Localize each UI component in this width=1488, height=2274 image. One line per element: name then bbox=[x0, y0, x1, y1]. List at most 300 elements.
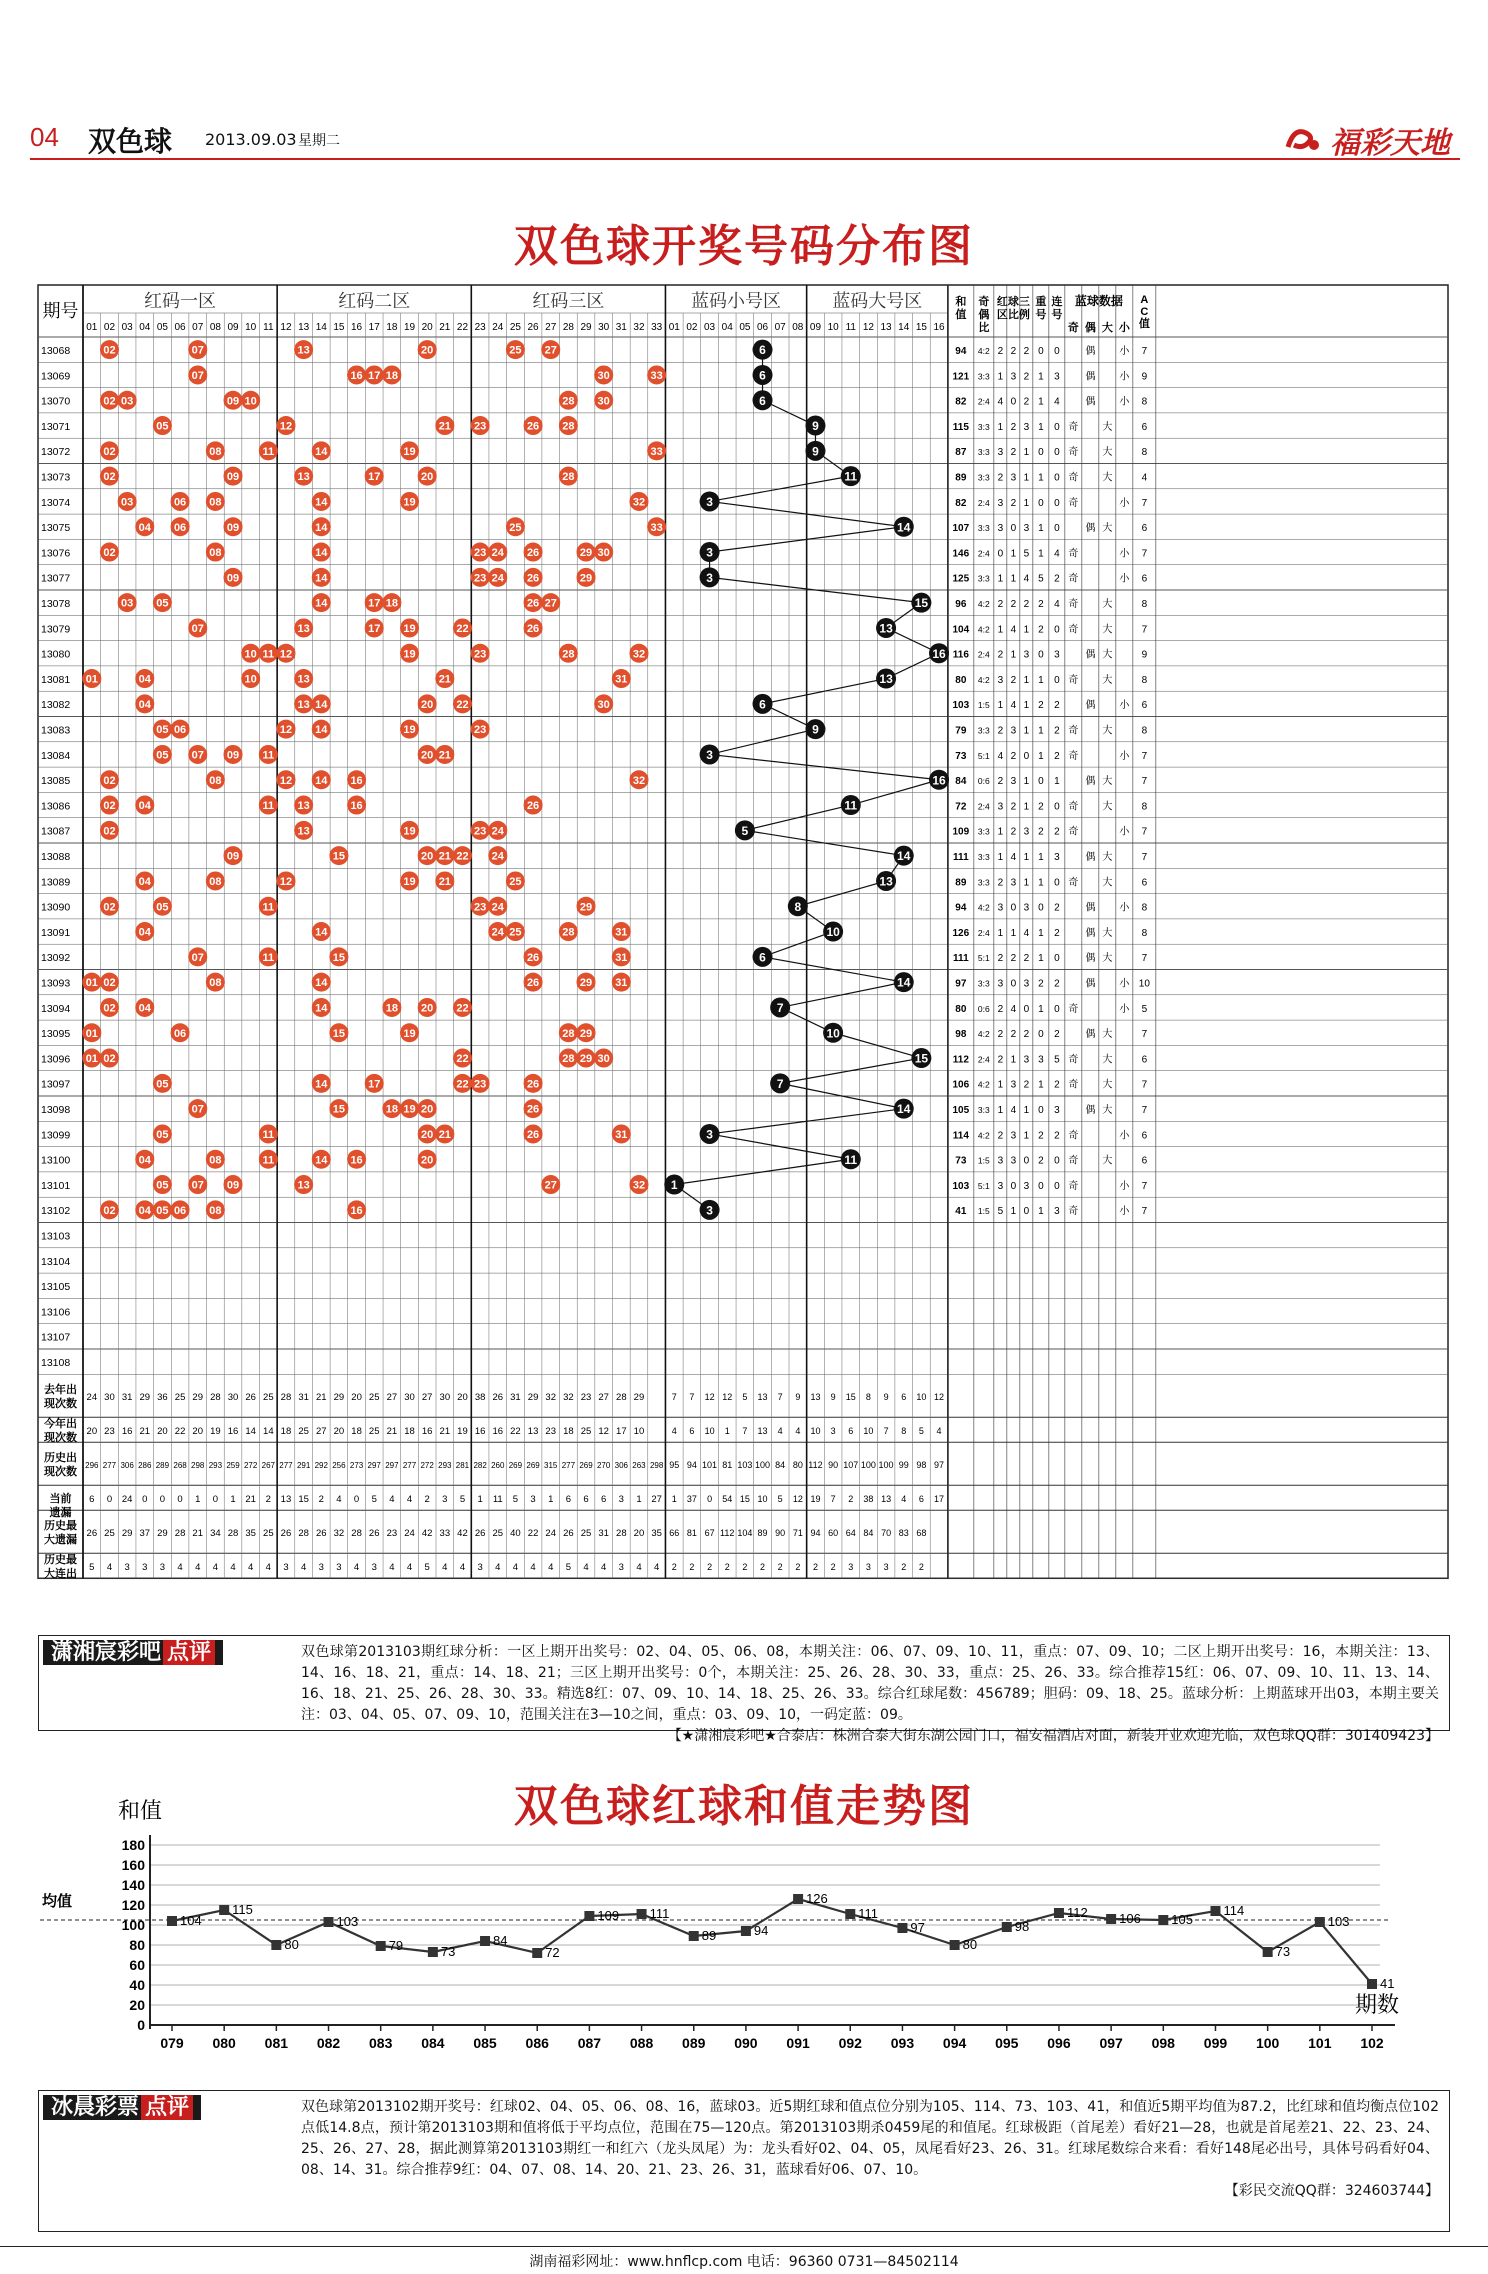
stat-sum: 112 bbox=[952, 1054, 969, 1066]
table-title: 双色球开奖号码分布图 bbox=[514, 221, 974, 272]
stat-small: 小 bbox=[1119, 573, 1130, 585]
red-ball-number: 02 bbox=[103, 825, 116, 838]
summary-red-value: 4 bbox=[459, 1561, 466, 1573]
summary-red-value: 277 bbox=[279, 1460, 293, 1470]
stat-zr1: 1 bbox=[1010, 1206, 1017, 1218]
stat-sum: 107 bbox=[952, 523, 970, 535]
stat-sum: 97 bbox=[955, 978, 967, 990]
summary-label: 历史最大遗漏 bbox=[44, 1519, 77, 1546]
data-label: 111 bbox=[649, 1906, 670, 1921]
stat-zr1: 0 bbox=[1010, 523, 1017, 535]
stat-big: 大 bbox=[1102, 523, 1113, 535]
x-tick-label: 095 bbox=[995, 2035, 1019, 2051]
stat-zr1: 3 bbox=[1010, 371, 1017, 383]
red-ball-number: 04 bbox=[138, 673, 151, 686]
stat-zr1: 1 bbox=[1010, 649, 1017, 661]
stat-zr1: 1 bbox=[1010, 927, 1017, 939]
blue-ball-number: 7 bbox=[776, 1076, 784, 1091]
red-ball-number: 26 bbox=[526, 597, 540, 610]
summary-blue-value: 7 bbox=[777, 1391, 783, 1402]
summary-red-value: 3 bbox=[336, 1561, 342, 1573]
summary-red-value: 2 bbox=[424, 1493, 430, 1505]
stat-ac: 7 bbox=[1141, 750, 1148, 762]
red-ball-number: 02 bbox=[103, 977, 116, 990]
red-ball-number: 08 bbox=[209, 496, 222, 509]
red-ball-number: 12 bbox=[279, 724, 293, 737]
stat-zr2: 5 bbox=[1023, 548, 1030, 560]
red-ball-number: 14 bbox=[315, 496, 328, 509]
summary-red-value: 28 bbox=[280, 1391, 292, 1403]
stat-odd: 奇 bbox=[1068, 1003, 1079, 1015]
red-ball-number: 07 bbox=[191, 369, 204, 382]
x-tick-label: 087 bbox=[577, 2035, 602, 2051]
summary-blue-value: 13 bbox=[810, 1391, 821, 1402]
stat-big: 大 bbox=[1102, 1079, 1113, 1091]
stat-oe: 3:3 bbox=[977, 852, 990, 862]
stat-zr0: 2 bbox=[997, 725, 1004, 737]
stat-zr1: 1 bbox=[1010, 573, 1017, 585]
stat-con: 3 bbox=[1054, 1206, 1060, 1218]
x-tick-label: 100 bbox=[1255, 2035, 1280, 2051]
stat-ac: 7 bbox=[1141, 953, 1148, 965]
summary-blue-value: 81 bbox=[722, 1459, 733, 1470]
data-point bbox=[1210, 1906, 1220, 1916]
stat-oe: 2:4 bbox=[977, 396, 990, 407]
red-ball-number: 12 bbox=[279, 420, 293, 433]
stat-odd: 奇 bbox=[1068, 1180, 1079, 1192]
summary-red-value: 4 bbox=[195, 1561, 201, 1573]
summary-red-value: 13 bbox=[280, 1493, 292, 1505]
summary-blue-value: 3 bbox=[865, 1561, 871, 1572]
blue-ball-number: 3 bbox=[706, 570, 713, 585]
stat-ac: 6 bbox=[1141, 1155, 1148, 1167]
red-ball-number: 05 bbox=[156, 749, 169, 762]
stat-odd: 奇 bbox=[1068, 548, 1079, 560]
red-ball-number: 09 bbox=[226, 395, 240, 408]
red-ball-number: 20 bbox=[421, 1128, 434, 1141]
data-point bbox=[1367, 1979, 1377, 1989]
red-ball-number: 13 bbox=[297, 825, 310, 838]
summary-red-value: 26 bbox=[563, 1527, 574, 1539]
summary-red-value: 0 bbox=[353, 1493, 360, 1505]
column-number: 04 bbox=[721, 322, 733, 333]
red-ball-number: 05 bbox=[156, 1179, 169, 1192]
column-number: 03 bbox=[121, 322, 133, 333]
stat-odd: 奇 bbox=[1068, 826, 1079, 838]
red-ball-number: 26 bbox=[526, 1128, 540, 1141]
y-tick-label: 120 bbox=[121, 1897, 145, 1913]
summary-red-value: 298 bbox=[191, 1460, 205, 1470]
stat-zr2: 3 bbox=[1023, 826, 1030, 838]
column-number: 15 bbox=[333, 322, 345, 333]
stat-sum: 105 bbox=[952, 1105, 970, 1116]
stat-rep: 2 bbox=[1038, 1155, 1044, 1167]
red-ball-number: 22 bbox=[456, 698, 469, 711]
stat-con: 0 bbox=[1054, 447, 1060, 459]
red-ball-number: 08 bbox=[209, 875, 222, 888]
stat-ac: 6 bbox=[1141, 700, 1148, 712]
stat-zr1: 3 bbox=[1010, 472, 1017, 484]
summary-red-value: 297 bbox=[385, 1460, 399, 1470]
red-ball-number: 11 bbox=[262, 749, 275, 762]
summary-red-value: 25 bbox=[298, 1425, 309, 1437]
red-ball-number: 13 bbox=[297, 1179, 310, 1192]
column-number: 14 bbox=[898, 322, 910, 333]
stat-big: 大 bbox=[1102, 1105, 1113, 1116]
issue-label: 13092 bbox=[41, 952, 71, 965]
summary-red-value: 6 bbox=[89, 1493, 95, 1505]
issue-label: 13079 bbox=[41, 623, 71, 636]
red-ball-number: 10 bbox=[244, 395, 257, 408]
red-ball-number: 05 bbox=[156, 901, 169, 914]
summary-red-value: 259 bbox=[226, 1460, 240, 1470]
x-tick-label: 099 bbox=[1203, 2035, 1228, 2051]
summary-blue-value: 12 bbox=[704, 1391, 715, 1402]
summary-red-value: 3 bbox=[618, 1561, 624, 1573]
summary-red-value: 4 bbox=[636, 1561, 642, 1573]
summary-red-value: 28 bbox=[174, 1527, 186, 1539]
summary-red-value: 18 bbox=[351, 1425, 362, 1437]
summary-red-value: 4 bbox=[406, 1493, 413, 1505]
y-tick-label: 40 bbox=[129, 1977, 145, 1993]
stat-sum: 115 bbox=[952, 421, 969, 433]
stat-big: 大 bbox=[1102, 1155, 1113, 1167]
red-ball-number: 07 bbox=[191, 1103, 204, 1116]
red-ball-number: 24 bbox=[491, 901, 504, 914]
stat-odd: 奇 bbox=[1068, 497, 1079, 509]
summary-red-value: 32 bbox=[333, 1527, 345, 1539]
stat-zr1: 2 bbox=[1010, 674, 1017, 686]
stat-zr2: 2 bbox=[1023, 1079, 1030, 1091]
summary-blue-value: 4 bbox=[901, 1493, 907, 1504]
red-ball-number: 27 bbox=[544, 344, 557, 357]
summary-red-value: 3 bbox=[530, 1493, 536, 1505]
stat-con: 2 bbox=[1054, 1029, 1060, 1041]
summary-red-value: 2 bbox=[265, 1493, 271, 1505]
table-border bbox=[38, 285, 1448, 1578]
summary-red-value: 26 bbox=[492, 1391, 504, 1403]
red-ball-number: 04 bbox=[138, 1002, 151, 1015]
data-point bbox=[689, 1931, 699, 1941]
red-ball-number: 07 bbox=[191, 1179, 204, 1192]
stat-big: 大 bbox=[1102, 1054, 1113, 1066]
summary-red-value: 4 bbox=[548, 1561, 554, 1573]
side-header: 奇偶比 bbox=[978, 296, 990, 334]
red-ball-number: 09 bbox=[226, 850, 240, 863]
issue-label: 13069 bbox=[41, 370, 71, 383]
red-ball-number: 07 bbox=[191, 749, 204, 762]
summary-red-value: 272 bbox=[243, 1460, 258, 1470]
summary-label: 去年出现次数 bbox=[44, 1383, 77, 1410]
side-header: A C 值 bbox=[1138, 294, 1150, 330]
summary-red-value: 0 bbox=[177, 1493, 183, 1505]
data-label: 115 bbox=[232, 1902, 253, 1917]
stat-rep: 1 bbox=[1038, 1003, 1044, 1015]
summary-red-value: 24 bbox=[86, 1391, 98, 1403]
stat-big: 大 bbox=[1102, 624, 1113, 636]
red-ball-number: 26 bbox=[526, 1103, 540, 1116]
red-ball-number: 14 bbox=[315, 977, 328, 990]
red-ball-number: 33 bbox=[650, 445, 663, 458]
summary-red-value: 3 bbox=[124, 1561, 130, 1573]
red-ball-number: 25 bbox=[509, 521, 522, 534]
red-ball-number: 22 bbox=[456, 1053, 469, 1066]
summary-blue-value: 19 bbox=[810, 1493, 821, 1504]
summary-blue-value: 104 bbox=[737, 1527, 753, 1538]
blue-ball-number: 14 bbox=[897, 975, 911, 990]
zone-header: 蓝码小号区 bbox=[691, 291, 782, 311]
red-ball-number: 27 bbox=[544, 597, 557, 610]
stat-rep: 1 bbox=[1038, 523, 1044, 535]
stat-ac: 7 bbox=[1141, 624, 1148, 636]
summary-red-value: 315 bbox=[544, 1460, 558, 1470]
stat-ac: 8 bbox=[1141, 927, 1148, 939]
summary-red-value: 35 bbox=[245, 1527, 256, 1539]
page-number: 04 bbox=[30, 122, 59, 152]
stat-small: 小 bbox=[1119, 1180, 1130, 1192]
red-ball-number: 02 bbox=[103, 1002, 116, 1015]
summary-red-value: 25 bbox=[368, 1391, 380, 1403]
red-ball-number: 31 bbox=[615, 977, 628, 990]
data-point bbox=[793, 1894, 803, 1904]
summary-red-value: 19 bbox=[457, 1425, 468, 1437]
stat-sum: 87 bbox=[955, 447, 967, 459]
stat-ac: 6 bbox=[1141, 877, 1148, 889]
red-ball-number: 15 bbox=[332, 1027, 346, 1040]
summary-label: 历史最大连出 bbox=[44, 1553, 77, 1580]
summary-red-value: 37 bbox=[139, 1527, 151, 1539]
summary-blue-value: 8 bbox=[865, 1391, 871, 1402]
stat-sum: 72 bbox=[955, 801, 967, 813]
stat-rep: 0 bbox=[1038, 497, 1044, 509]
red-ball-number: 20 bbox=[421, 344, 434, 357]
summary-red-value: 20 bbox=[457, 1391, 468, 1403]
x-tick-label: 086 bbox=[525, 2035, 549, 2051]
x-tick-label: 102 bbox=[1360, 2035, 1384, 2051]
issue-label: 13098 bbox=[41, 1104, 71, 1116]
side-header: 连号 bbox=[1051, 296, 1063, 321]
stat-small: 小 bbox=[1119, 548, 1130, 560]
summary-red-value: 18 bbox=[563, 1425, 574, 1437]
summary-red-value: 31 bbox=[510, 1391, 521, 1403]
blue-ball-number: 16 bbox=[932, 773, 946, 788]
summary-red-value: 21 bbox=[192, 1527, 204, 1539]
red-ball-number: 11 bbox=[262, 648, 275, 661]
summary-blue-value: 112 bbox=[720, 1527, 735, 1538]
red-ball-number: 17 bbox=[368, 597, 381, 610]
stat-zr0: 3 bbox=[997, 1155, 1004, 1167]
stat-zr1: 4 bbox=[1010, 624, 1017, 636]
summary-blue-value: 6 bbox=[901, 1391, 907, 1402]
issue-label: 13071 bbox=[41, 420, 71, 433]
stat-rep: 2 bbox=[1038, 801, 1044, 813]
summary-blue-value: 15 bbox=[845, 1391, 856, 1402]
issue-label: 13093 bbox=[41, 977, 71, 990]
stat-zr0: 2 bbox=[997, 649, 1004, 661]
stat-oe: 3:3 bbox=[977, 1105, 990, 1115]
summary-red-value: 25 bbox=[263, 1527, 274, 1539]
red-ball-number: 23 bbox=[474, 724, 487, 737]
red-ball-number: 11 bbox=[262, 901, 275, 914]
issue-label: 13094 bbox=[41, 1002, 71, 1015]
stat-oe: 3:3 bbox=[977, 725, 990, 736]
stat-zr0: 2 bbox=[997, 599, 1004, 610]
summary-blue-value: 7 bbox=[883, 1425, 889, 1436]
summary-red-value: 4 bbox=[177, 1561, 183, 1573]
issue-label: 13091 bbox=[41, 926, 71, 939]
summary-red-value: 21 bbox=[139, 1425, 151, 1437]
summary-red-value: 1 bbox=[636, 1493, 642, 1505]
stat-rep: 2 bbox=[1038, 826, 1044, 838]
red-ball-number: 19 bbox=[403, 648, 416, 661]
stat-zr0: 3 bbox=[997, 978, 1004, 990]
stat-zr2: 1 bbox=[1023, 1130, 1030, 1142]
summary-red-value: 12 bbox=[598, 1425, 609, 1437]
summary-blue-value: 9 bbox=[883, 1391, 889, 1402]
stat-zr1: 0 bbox=[1010, 1180, 1017, 1192]
red-ball-number: 20 bbox=[421, 1002, 434, 1015]
red-ball-number: 04 bbox=[138, 698, 151, 711]
stat-even: 偶 bbox=[1085, 776, 1096, 788]
red-ball-number: 23 bbox=[474, 420, 487, 433]
red-ball-number: 14 bbox=[315, 521, 328, 534]
summary-blue-value: 12 bbox=[792, 1493, 803, 1504]
red-ball-number: 19 bbox=[403, 622, 416, 635]
badge-highlight: 点评 bbox=[141, 2095, 193, 2120]
red-ball-number: 30 bbox=[597, 395, 610, 408]
red-ball-number: 13 bbox=[297, 673, 310, 686]
stat-zr0: 1 bbox=[997, 624, 1004, 636]
stat-oe: 4:2 bbox=[977, 1130, 990, 1141]
zone-header: 红码二区 bbox=[338, 291, 411, 311]
column-number: 32 bbox=[633, 322, 645, 333]
data-point bbox=[1315, 1917, 1325, 1927]
red-ball-number: 14 bbox=[315, 698, 328, 711]
brand-mark-icon bbox=[1284, 125, 1324, 155]
column-number: 05 bbox=[739, 322, 751, 333]
stat-zr2: 2 bbox=[1023, 346, 1030, 357]
stat-zr2: 4 bbox=[1023, 573, 1030, 585]
stat-oe: 1:5 bbox=[977, 700, 990, 711]
summary-red-value: 22 bbox=[527, 1527, 539, 1539]
red-ball-number: 14 bbox=[315, 547, 328, 560]
summary-red-value: 31 bbox=[598, 1527, 609, 1539]
column-number: 15 bbox=[915, 322, 927, 333]
stat-con: 2 bbox=[1054, 725, 1060, 737]
data-label: 114 bbox=[1223, 1903, 1245, 1918]
stat-zr0: 1 bbox=[997, 927, 1004, 939]
stat-oe: 4:2 bbox=[977, 1029, 990, 1040]
comment-badge bbox=[43, 1640, 223, 1665]
red-ball-number: 01 bbox=[85, 673, 98, 686]
summary-red-value: 32 bbox=[563, 1391, 574, 1403]
summary-blue-value: 94 bbox=[686, 1459, 697, 1470]
stat-sum: 111 bbox=[953, 852, 969, 863]
stat-oe: 5:1 bbox=[977, 953, 990, 964]
red-ball-number: 29 bbox=[579, 1053, 593, 1066]
summary-red-value: 272 bbox=[420, 1460, 434, 1470]
stat-odd: 奇 bbox=[1068, 1130, 1079, 1142]
red-ball-number: 20 bbox=[421, 698, 434, 711]
issue-label: 13105 bbox=[41, 1281, 71, 1294]
issue-label: 13106 bbox=[41, 1306, 71, 1319]
red-ball-number: 04 bbox=[138, 521, 151, 534]
stat-even: 偶 bbox=[1085, 346, 1096, 357]
column-number: 23 bbox=[474, 322, 486, 333]
summary-red-value: 0 bbox=[212, 1493, 219, 1505]
stat-zr0: 1 bbox=[997, 700, 1004, 712]
stat-zr2: 1 bbox=[1023, 674, 1030, 686]
summary-red-value: 29 bbox=[157, 1527, 168, 1539]
summary-red-value: 4 bbox=[495, 1561, 501, 1573]
stat-zr1: 2 bbox=[1010, 1029, 1017, 1041]
stat-zr2: 1 bbox=[1023, 472, 1030, 484]
stat-sum: 84 bbox=[955, 776, 967, 788]
summary-red-value: 29 bbox=[139, 1391, 151, 1403]
data-point bbox=[1158, 1915, 1168, 1925]
stat-even: 偶 bbox=[1085, 902, 1096, 914]
stat-zr1: 2 bbox=[1010, 346, 1017, 357]
stat-zr0: 2 bbox=[997, 346, 1004, 357]
summary-red-value: 0 bbox=[159, 1493, 166, 1505]
red-ball-number: 14 bbox=[315, 1002, 328, 1015]
column-number: 33 bbox=[651, 322, 663, 333]
summary-red-value: 26 bbox=[315, 1527, 327, 1539]
stat-big: 大 bbox=[1102, 801, 1113, 813]
red-ball-number: 21 bbox=[438, 673, 451, 686]
stat-ac: 8 bbox=[1141, 396, 1148, 408]
x-tick-label: 079 bbox=[160, 2035, 184, 2051]
stat-rep: 1 bbox=[1038, 371, 1044, 383]
summary-red-value: 2 bbox=[318, 1493, 324, 1505]
stat-zr1: 4 bbox=[1010, 1003, 1017, 1015]
stat-zr1: 4 bbox=[1010, 852, 1017, 863]
red-ball-number: 29 bbox=[579, 977, 593, 990]
issue-label: 13073 bbox=[41, 471, 71, 484]
issue-label: 13095 bbox=[41, 1028, 71, 1041]
stat-zr2: 3 bbox=[1023, 1054, 1030, 1066]
summary-red-value: 33 bbox=[439, 1527, 451, 1539]
comment-body: 双色球第2013102期开奖号：红球02、04、05、06、08、16，蓝球03。近5期红球和值点位分别为105、114、73、103、41，和值近5期平均值为87.2，比红球和值均衡点位102点低14.8点，预计第2013103期和值将低于平均点位，范围在75—120点。第2013103期杀0459尾的和值尾。红球极距（首尾差）看好21—28，也就是首尾差21、22、23、24、25、26、27、28，据此测算第2013103期红一和红六（龙头凤尾）为：龙头看好02、04、05，凤尾看好23、26、31。红球尾数综合来看：看好148尾必出号，具体号码看好04、08、14、31。综合推荐9红：04、07、08、14、20、21、23、26、31，蓝球看好06、07、10。 bbox=[301, 2099, 1439, 2178]
summary-red-value: 31 bbox=[298, 1391, 309, 1403]
stat-ac: 8 bbox=[1141, 902, 1148, 914]
red-ball-number: 03 bbox=[121, 597, 134, 610]
summary-red-value: 1 bbox=[195, 1493, 201, 1505]
blue-ball-number: 3 bbox=[706, 545, 713, 560]
red-ball-number: 29 bbox=[579, 547, 593, 560]
red-ball-number: 20 bbox=[421, 749, 434, 762]
summary-red-value: 20 bbox=[192, 1425, 204, 1437]
red-ball-number: 03 bbox=[121, 496, 134, 509]
summary-red-value: 29 bbox=[121, 1527, 133, 1539]
stat-con: 0 bbox=[1054, 674, 1060, 686]
red-ball-number: 32 bbox=[632, 774, 646, 787]
summary-red-value: 1 bbox=[548, 1493, 554, 1505]
stat-zr2: 4 bbox=[1023, 927, 1030, 939]
summary-red-value: 23 bbox=[545, 1425, 557, 1437]
summary-blue-value: 3 bbox=[848, 1561, 854, 1572]
red-ball-number: 15 bbox=[332, 1103, 346, 1116]
summary-red-value: 14 bbox=[263, 1425, 274, 1437]
summary-blue-value: 7 bbox=[742, 1425, 748, 1436]
red-ball-number: 14 bbox=[315, 724, 328, 737]
summary-blue-value: 98 bbox=[916, 1459, 927, 1470]
data-point bbox=[376, 1941, 386, 1951]
column-number: 16 bbox=[351, 322, 363, 333]
stat-rep: 3 bbox=[1038, 1054, 1044, 1066]
stat-sum: 111 bbox=[953, 953, 969, 965]
red-ball-number: 23 bbox=[474, 572, 487, 585]
